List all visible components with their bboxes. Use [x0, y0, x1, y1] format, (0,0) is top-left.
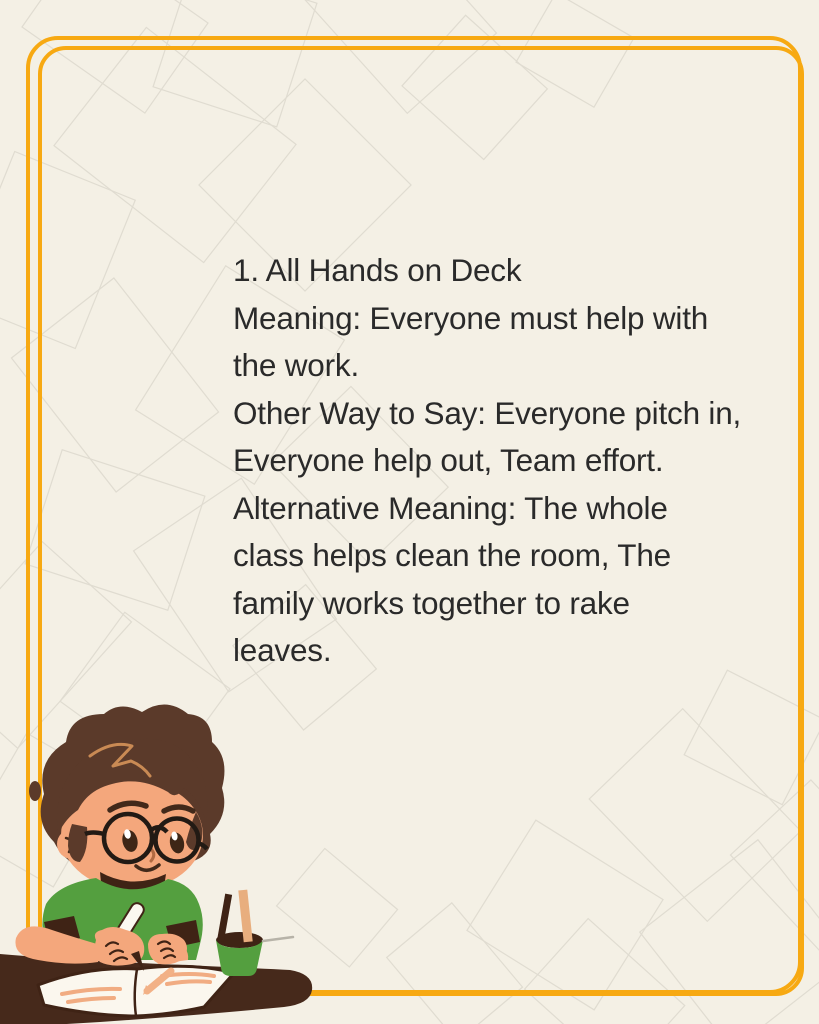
text-line: Alternative Meaning: The whole — [233, 489, 668, 526]
boy-writing-illustration — [0, 694, 345, 1024]
pencil-cup — [216, 890, 293, 976]
pencil-on-desk — [263, 937, 293, 941]
text-line: class helps clean the room, The — [233, 537, 671, 573]
idiom-title-line: 1. All Hands on Deck — [233, 252, 522, 288]
text-line: Other Way to Say: Everyone pitch in, — [233, 394, 742, 431]
text-line: family works together to rake — [233, 584, 630, 621]
idiom-card-text — [233, 247, 808, 675]
hair-tuft — [29, 781, 41, 801]
text-line: leaves. — [233, 632, 332, 668]
text-line: Everyone help out, Team effort. — [233, 442, 664, 478]
text-line: Meaning: Everyone must help with — [233, 299, 709, 336]
text-line: the work. — [233, 347, 359, 383]
